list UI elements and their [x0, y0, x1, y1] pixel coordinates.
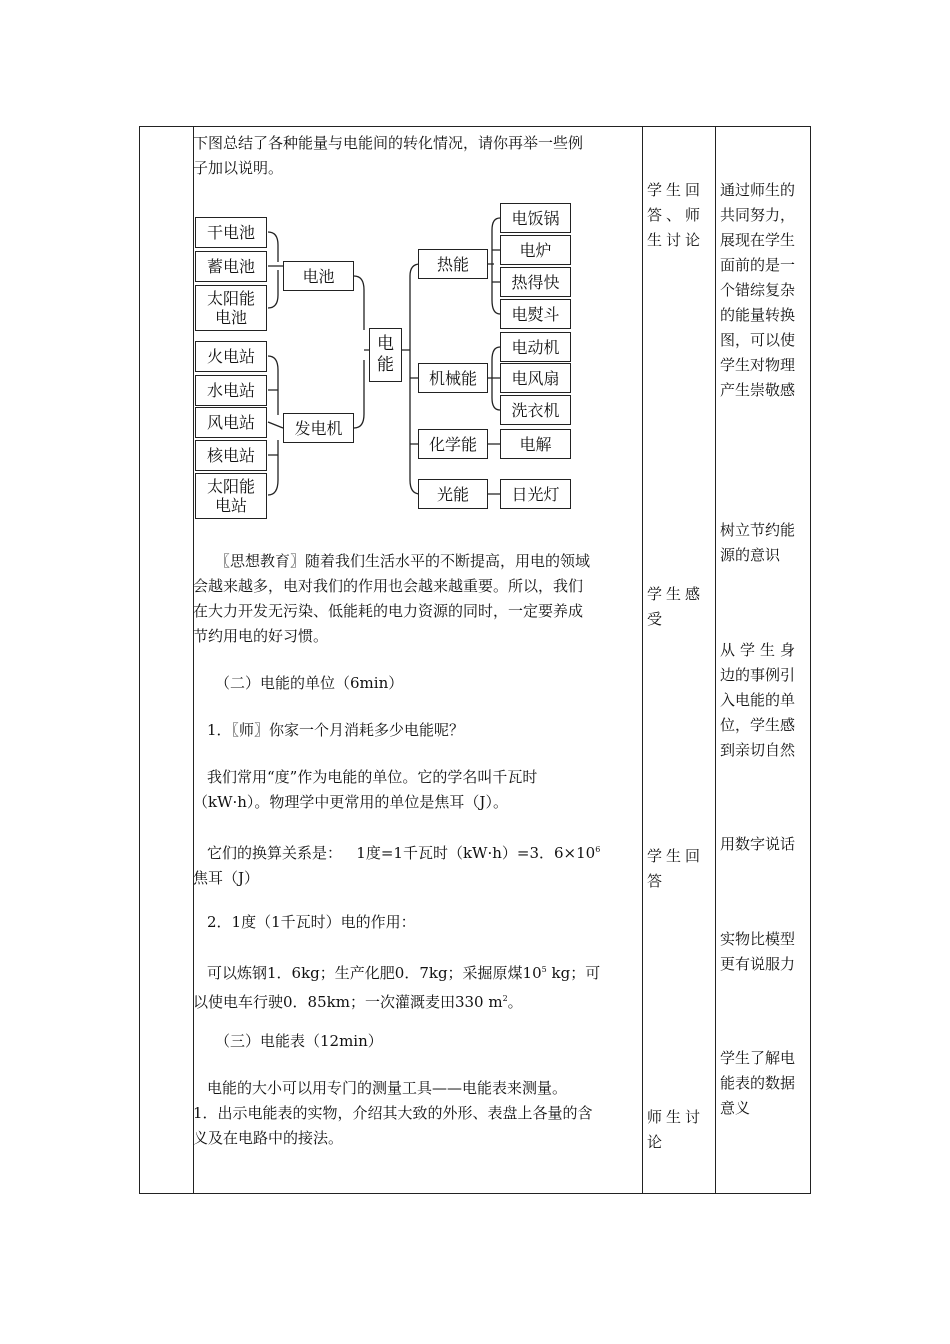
design-intent-1: 通过师生的 共同努力， 展现在学生 面前的是一 个错综复杂 的能量转换 图，可以使 学生对物理 产生崇敬感 — [720, 181, 796, 399]
device-electric-stove: 电炉 — [500, 235, 571, 265]
source-storage-battery: 蓄电池 — [195, 251, 267, 282]
student-activity-3: 学生回 答 — [647, 847, 705, 890]
device-rice-cooker: 电饭锅 — [500, 203, 571, 233]
source-dry-battery: 干电池 — [195, 217, 267, 248]
section-2-heading: （二）电能的单位（6min） — [215, 674, 404, 692]
device-washing-machine: 洗衣机 — [500, 395, 571, 425]
device-fan: 电风扇 — [500, 363, 571, 393]
design-intent-2: 树立节约能 源的意识 — [720, 521, 796, 564]
student-activity-2: 学生感 受 — [647, 585, 705, 628]
section-3-heading: （三）电能表（12min） — [215, 1032, 383, 1050]
design-intent-5: 实物比模型 更有说服力 — [720, 930, 796, 973]
output-mechanical: 机械能 — [418, 363, 488, 393]
unit-paragraph: 我们常用“度”作为电能的单位。它的学名叫千瓦时 （kW·h）。物理学中更常用的单位是焦耳（J）。 — [193, 768, 538, 811]
source-solar-station: 太阳能 电站 — [195, 473, 267, 519]
intro-text: 下图总结了各种能量与电能间的转化情况，请你再举一些例 子加以说明。 — [193, 134, 584, 177]
device-immersion-heater: 热得快 — [500, 267, 571, 297]
generator-node: 发电机 — [283, 413, 354, 443]
student-activity-4: 师生讨 论 — [647, 1108, 705, 1151]
design-intent-3: 从学生身 边的事例引 入电能的单 位，学生感 到亲切自然 — [720, 641, 801, 759]
device-fluorescent-lamp: 日光灯 — [500, 479, 571, 509]
design-intent-6: 学生了解电 能表的数据 意义 — [720, 1049, 796, 1117]
conversion-paragraph: 它们的换算关系是： 1度=1千瓦时（kW·h）=3．$6\times 10^6$ 焦耳（J） — [193, 844, 601, 887]
device-motor: 电动机 — [500, 332, 571, 362]
student-activity-1: 学生回 答、师 生讨论 — [647, 181, 705, 249]
source-solar-battery: 太阳能 电池 — [195, 285, 267, 331]
meter-paragraph: 电能的大小可以用专门的测量工具——电能表来测量。 1．出示电能表的实物，介绍其大致的外形、表盘上各量的含 义及在电路中的接法。 — [193, 1079, 593, 1147]
battery-node: 电池 — [283, 261, 354, 291]
uses-paragraph: 可以炼钢1．6kg；生产化肥0．7kg；采掘原煤$10^5$ kg；可 以使电车行驶0．85km；一次灌溉麦田330 $m^2$。 — [193, 964, 601, 1011]
source-thermal-station: 火电站 — [195, 341, 267, 372]
design-intent-4: 用数字说话 — [720, 835, 796, 853]
output-chemical: 化学能 — [418, 429, 488, 459]
device-electrolysis: 电解 — [500, 429, 571, 459]
source-nuclear-station: 核电站 — [195, 440, 267, 471]
center-electric-energy: 电 能 — [369, 328, 402, 382]
question-1: 1．〖师〗你家一个月消耗多少电能呢？ — [207, 721, 465, 739]
moral-education-paragraph: 〖思想教育〗随着我们生活水平的不断提高，用电的领域 会越来越多，电对我们的作用也会越来越重要。所以，我们 在大力开发无污染、低能耗的电力资源的同时，一定要养成 节约用电的好习惯。 — [193, 552, 591, 645]
source-hydro-station: 水电站 — [195, 375, 267, 406]
output-heat: 热能 — [418, 249, 488, 279]
output-light: 光能 — [418, 479, 488, 509]
device-electric-iron: 电熨斗 — [500, 299, 571, 329]
source-wind-station: 风电站 — [195, 407, 267, 438]
effect-heading: 2．1度（1千瓦时）电的作用： — [207, 913, 416, 931]
